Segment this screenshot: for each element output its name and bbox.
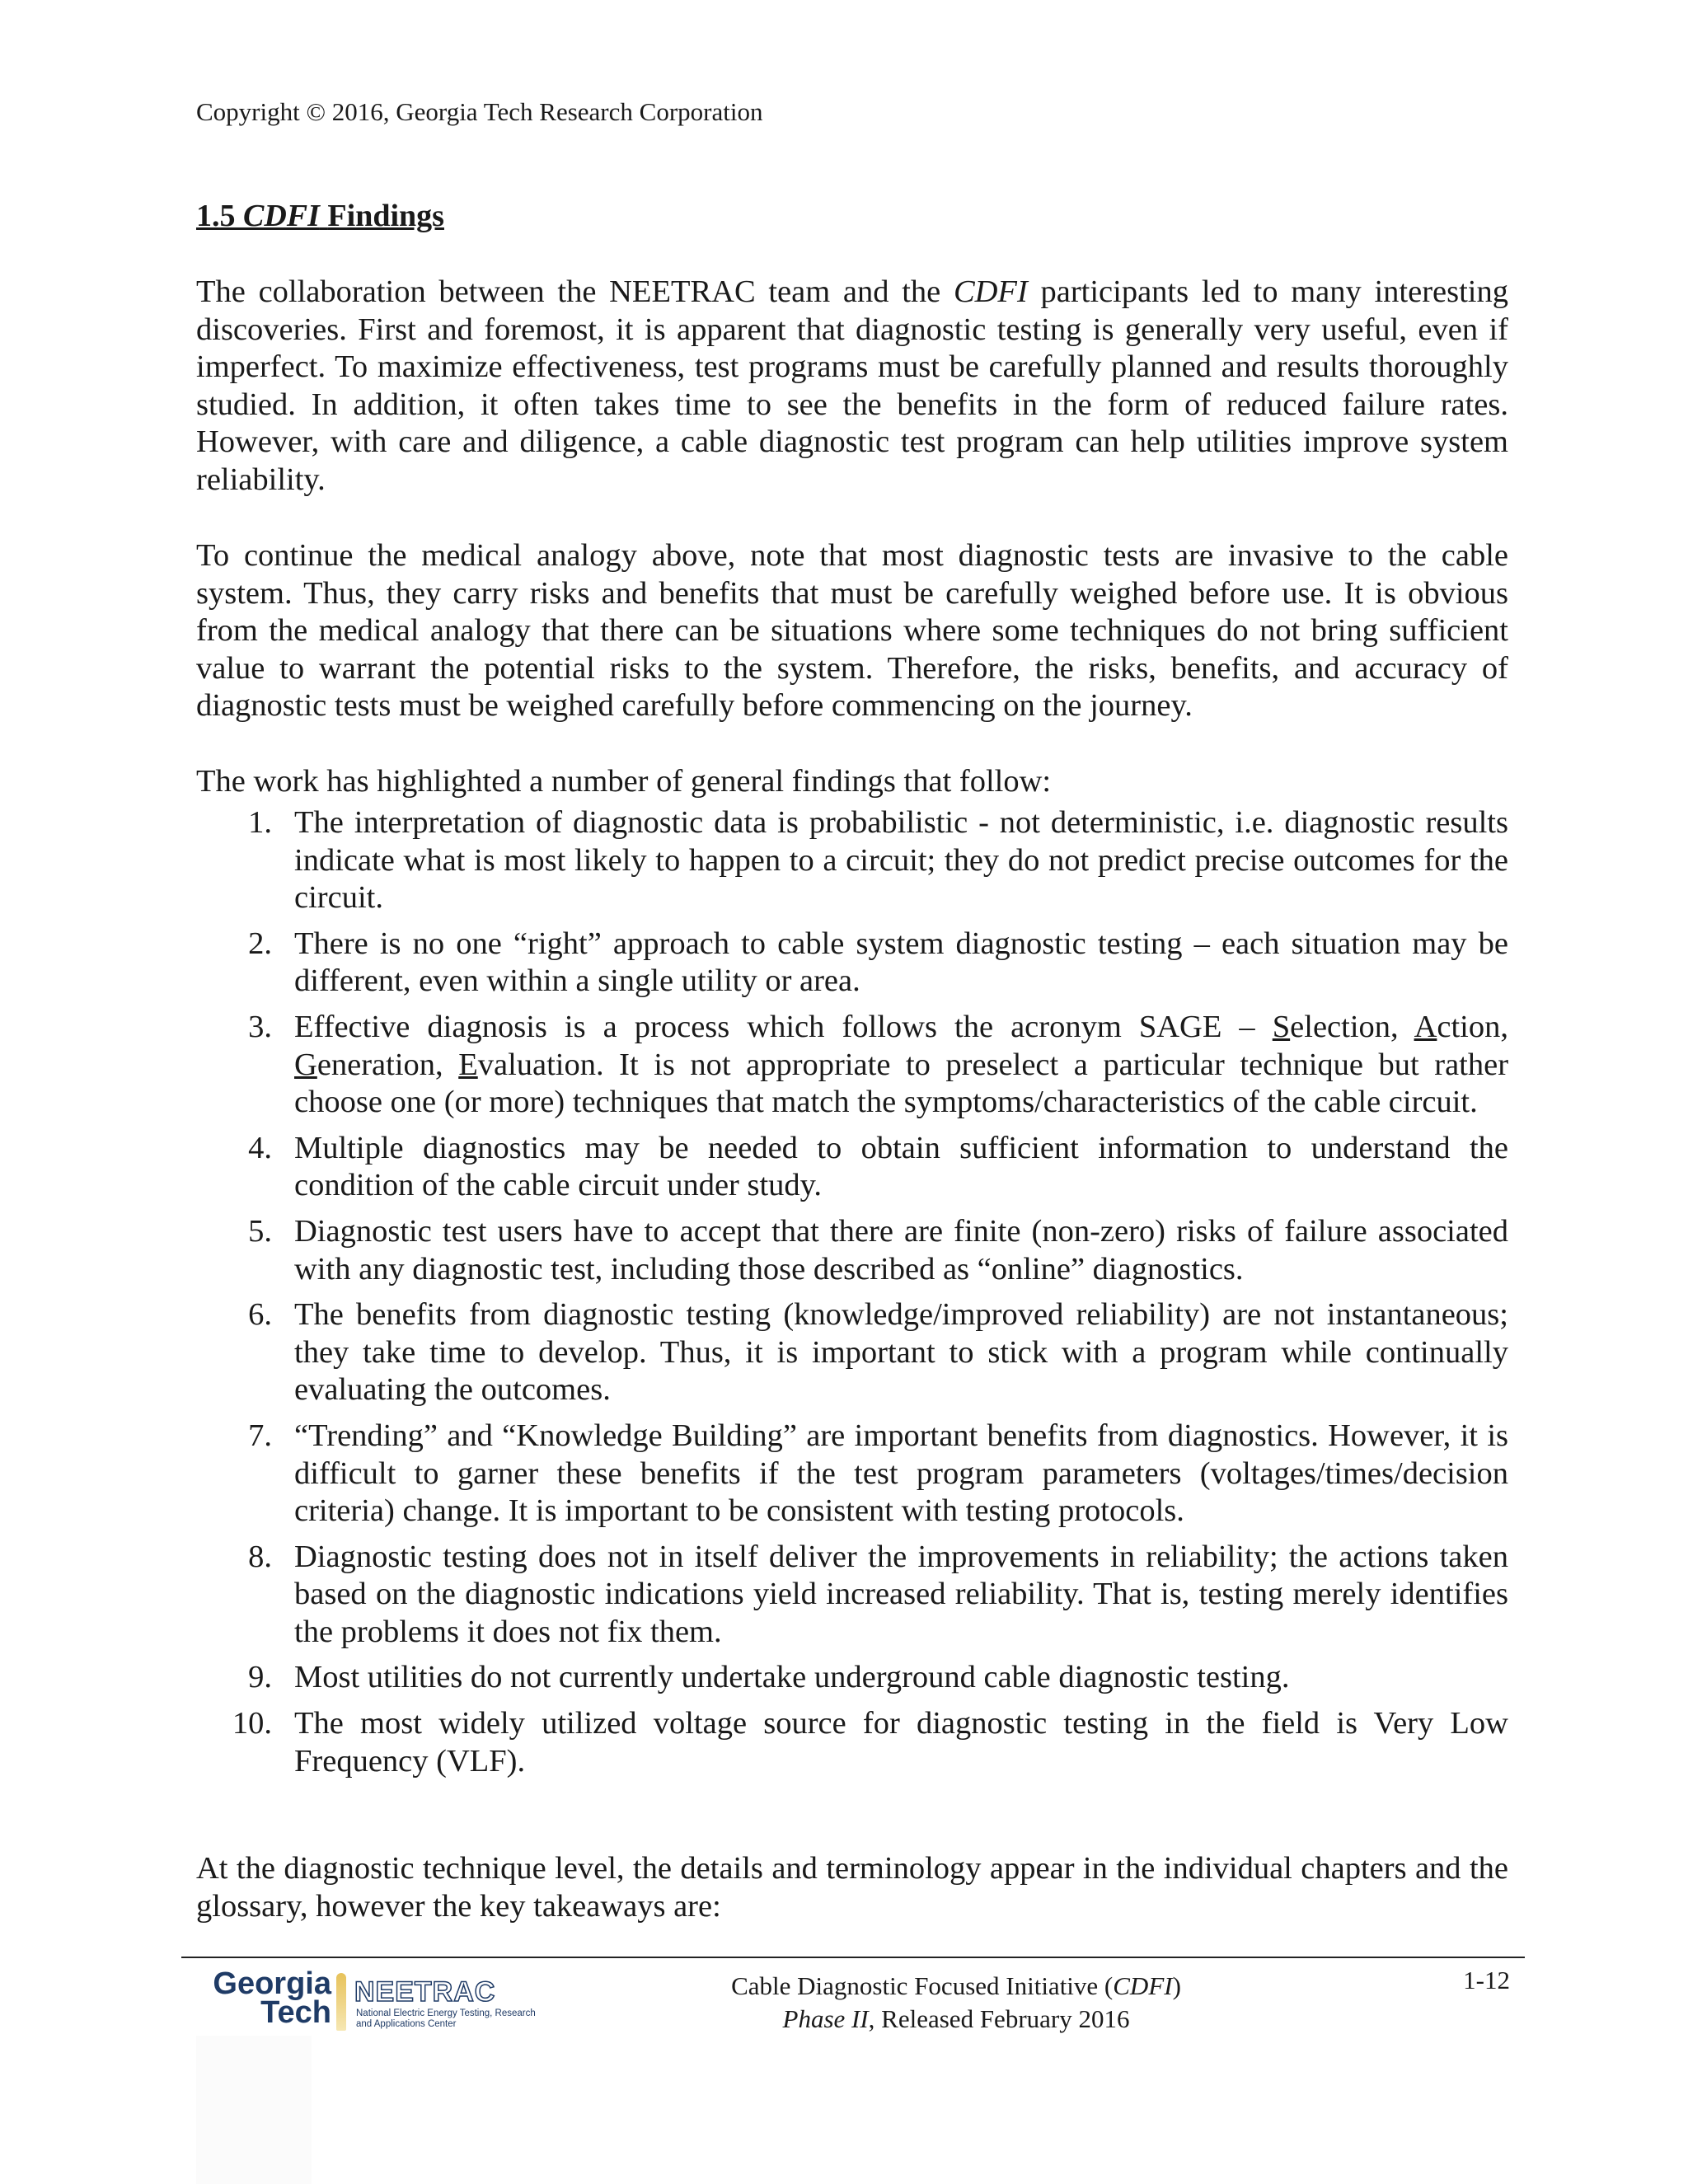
finding-number: 7. [248, 1418, 272, 1453]
finding-item [196, 1296, 1508, 1409]
acronym-letter: G [294, 1047, 317, 1082]
text-run: election, [1290, 1009, 1399, 1044]
finding-text: The most widely utilized voltage source for diagnostic testing in the field is Very Low Frequency (VLF). [294, 1706, 1508, 1779]
section-number: 1.5 [196, 199, 236, 233]
medical-analogy-paragraph: To continue the medical analogy above, note that most diagnostic tests are invasive to the cable system. Thus, they carry risks and benefits that must be carefully weighed before use. It is obvious from the medical analogy that there can be situations where some techniques do not bring sufficient value to warrant the potential risks to the system. Therefore, the risks, benefits, and accuracy of diagnostic tests must be weighed carefully before commencing on the journey. [196, 538, 1508, 724]
georgia-tech-logo [196, 1966, 331, 2030]
logo-text: Tech [260, 1995, 331, 2030]
finding-text: Most utilities do not currently undertake underground cable diagnostic testing. [294, 1660, 1290, 1695]
finding-text: Diagnostic testing does not in itself deliver the improvements in reliability; the actions taken based on the diagnostic indications yield increased reliability. That is, testing merely identifies the problems it does not fix them. [294, 1539, 1508, 1649]
finding-number: 1. [248, 805, 272, 840]
finding-number: 6. [248, 1297, 272, 1333]
acronym-letter: S [1272, 1009, 1291, 1044]
finding-text [294, 1010, 1508, 1119]
text-italic: Phase II [782, 2004, 869, 2033]
footer-line-1 [626, 1970, 1286, 2003]
finding-number: 2. [248, 926, 272, 961]
acronym-letter: E [458, 1047, 478, 1082]
text-run: ) [1172, 1971, 1181, 2000]
text-run: It is not appropriate to preselect a particular technique but rather choose one (or more) techniques that match the symptoms/characteristics of the cable circuit. [294, 1047, 1509, 1120]
finding-number: 8. [248, 1539, 272, 1574]
finding-item [196, 1009, 1508, 1122]
finding-item [196, 926, 1508, 1001]
finding-text: Multiple diagnostics may be needed to obtain sufficient information to understand the condition of the cable circuit under study. [294, 1130, 1508, 1203]
copyright-header: Copyright © 2016, Georgia Tech Research Corporation [196, 97, 763, 126]
text-run: valuation. [477, 1047, 604, 1082]
finding-number: 10. [232, 1706, 272, 1741]
footer-title [626, 1970, 1286, 2036]
logo-text: Georgia [213, 1966, 331, 2001]
finding-number: 3. [248, 1009, 272, 1044]
background-artifact [196, 2036, 312, 2184]
section-title: Findings [327, 199, 444, 233]
text-run: ction, [1437, 1009, 1508, 1044]
finding-number: 9. [248, 1660, 272, 1695]
text-run: participants led to many interesting discoveries. First and foremost, it is apparent that diagnostic testing is generally very useful, even if imperfect. To maximize effectiveness, test programs must be carefully planned and results thoroughly studied. In addition, it often takes time to see the benefits in the form of reduced failure rates. However, with care and diligence, a cable diagnostic test program can help utilities improve system reliability. [196, 274, 1508, 497]
acronym-letter: A [1414, 1009, 1437, 1044]
finding-item [196, 804, 1508, 917]
footer-divider [181, 1957, 1525, 1958]
finding-item [196, 1418, 1508, 1530]
finding-text: There is no one “right” approach to cable system diagnostic testing – each situation may be different, even within a single utility or area. [294, 926, 1508, 999]
finding-item [196, 1659, 1508, 1697]
finding-item [196, 1705, 1508, 1780]
takeaways-intro: At the diagnostic technique level, the details and terminology appear in the individual chapters and the glossary, however the key takeaways are: [196, 1851, 1508, 1924]
finding-text: The interpretation of diagnostic data is probabilistic - not deterministic, i.e. diagnostic results indicate what is most likely to happen to a circuit; they do not predict precise outcomes for the circuit. [294, 805, 1508, 916]
neetrac-subtitle: National Electric Energy Testing, Research and Applications Center [356, 2008, 536, 2029]
finding-item [196, 1213, 1508, 1288]
neetrac-logo: NEETRAC [354, 1976, 496, 2008]
text-run: Cable Diagnostic Focused Initiative ( [731, 1971, 1114, 2000]
text-run: , Released February 2016 [868, 2004, 1130, 2033]
text-italic: CDFI [1113, 1971, 1173, 2000]
torch-icon [336, 1973, 346, 2031]
text-run: eneration, [316, 1047, 443, 1082]
section-title-italic: CDFI [243, 199, 320, 233]
finding-text: The benefits from diagnostic testing (knowledge/improved reliability) are not instantaneous; they take time to develop. Thus, it is important to stick with a program while continually evaluating the outcomes. [294, 1297, 1508, 1408]
footer-line-2 [626, 2003, 1286, 2036]
finding-text: Diagnostic test users have to accept that there are finite (non-zero) risks of failure associated with any diagnostic test, including those described as “online” diagnostics. [294, 1213, 1508, 1286]
finding-item [196, 1539, 1508, 1652]
finding-text: “Trending” and “Knowledge Building” are important benefits from diagnostics. However, it is difficult to garner these benefits if the test program parameters (voltages/times/decision criteria) change. It is important to be consistent with testing protocols. [294, 1418, 1508, 1529]
intro-paragraph [196, 274, 1508, 499]
findings-intro: The work has highlighted a number of general findings that follow: [196, 764, 1052, 799]
finding-number: 4. [248, 1130, 272, 1165]
text-run: Effective diagnosis is a process which follows the acronym SAGE – [294, 1009, 1255, 1044]
text-italic: CDFI [953, 274, 1028, 309]
findings-list [196, 804, 1508, 1788]
finding-number: 5. [248, 1213, 272, 1249]
section-heading [196, 198, 444, 234]
text-run: The collaboration between the NEETRAC team and the [196, 274, 941, 309]
finding-item [196, 1130, 1508, 1205]
page-number: 1-12 [1463, 1966, 1510, 1994]
